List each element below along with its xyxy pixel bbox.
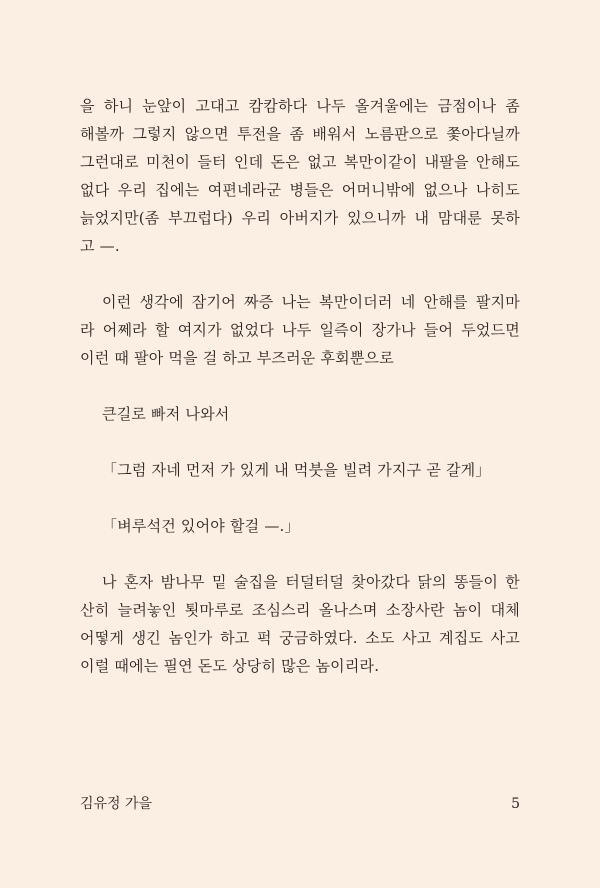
text-line: 이런 생각에 잠기어 짜증 나는 복만이더러 네 안해를 팔지마 <box>102 293 520 311</box>
text-line: 그런대로 미천이 들터 인데 돈은 없고 복만이같이 내팔을 안해도 <box>80 153 520 171</box>
text-body <box>80 92 520 680</box>
text-line: 산히 늘려놓인 툇마루로 조심스리 올나스며 소장사란 놈이 대체 <box>80 601 520 619</box>
text-line: 이런 때 팔아 먹을 걸 하고 부즈러운 후회뿐으로 <box>80 349 394 367</box>
dialogue-2 <box>80 512 520 540</box>
paragraph-3 <box>80 400 520 428</box>
paragraph-4 <box>80 568 520 680</box>
text-line: 해볼까 그렇지 않으면 투전을 좀 배워서 노름판으로 쫓아다닐까 <box>80 125 520 143</box>
page-number: 5 <box>511 796 520 812</box>
text-line: 「벼루석건 있어야 할걸 —.」 <box>102 517 300 535</box>
text-line: 늙었지만(좀 부끄럽다) 우리 아버지가 있으니까 내 맘대룬 못하 <box>80 209 520 227</box>
text-line: 을 하니 눈앞이 고대고 캄캄하다 나두 올겨울에는 금점이나 좀 <box>80 97 520 115</box>
footer-title: 김유정 가을 <box>80 796 153 812</box>
dialogue-1 <box>80 456 520 484</box>
text-line: 어떻게 생긴 놈인가 하고 퍽 궁금하였다. 소도 사고 계집도 사고 <box>80 629 520 647</box>
text-line: 고 —. <box>80 237 120 255</box>
text-line: 이럴 때에는 필연 돈도 상당히 많은 놈이리라. <box>80 657 380 675</box>
text-line: 나 혼자 밤나무 밑 술집을 터덜터덜 찾아갔다 닭의 똥들이 한 <box>102 573 520 591</box>
text-line: 라 어쩨라 할 여지가 없었다 나두 일즉이 장가나 들어 두었드면 <box>80 321 520 339</box>
text-line: 없다 우리 집에는 여편네라군 병들은 어머니밖에 없으나 나히도 <box>80 181 520 199</box>
text-line: 「그럼 자네 먼저 가 있게 내 먹붓을 빌려 가지구 곧 갈게」 <box>102 461 491 479</box>
paragraph-1 <box>80 92 520 260</box>
text-line: 큰길로 빠저 나와서 <box>102 405 230 423</box>
paragraph-2 <box>80 288 520 372</box>
